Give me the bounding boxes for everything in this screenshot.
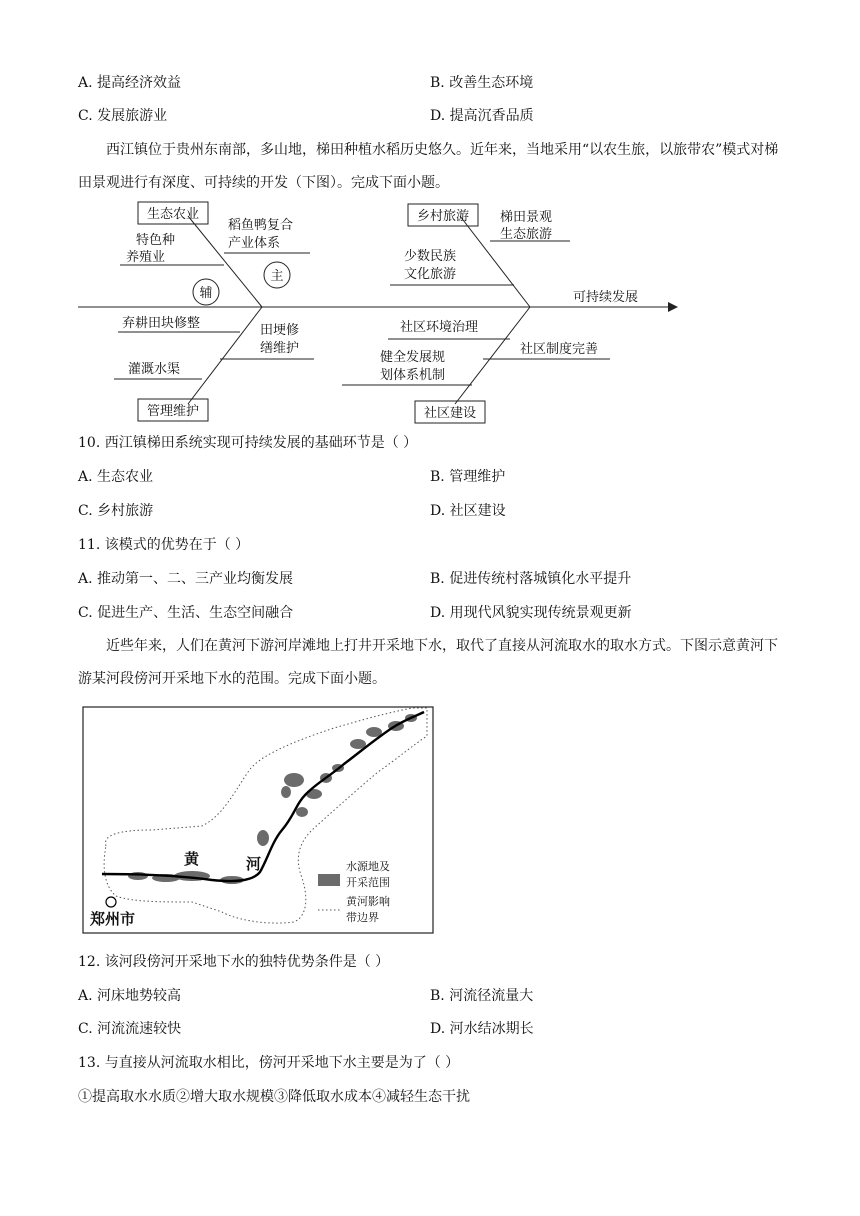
- rural-item-2-line2: 文化旅游: [404, 267, 457, 282]
- q12-option-b: B. 河流径流量大: [430, 988, 534, 1004]
- legend-water-line1: 水源地及: [346, 860, 390, 873]
- q13-items: ①提高取水水质②增大取水规模③降低取水成本④减轻生态干扰: [78, 1089, 470, 1105]
- q10-option-d: D. 社区建设: [430, 503, 506, 519]
- mgmt-item-1: 弃耕田块修整: [122, 316, 201, 331]
- q11-option-c: C. 促进生产、生活、生态空间融合: [78, 605, 294, 621]
- q10-stem: 10. 西江镇梯田系统实现可持续发展的基础环节是（ ）: [78, 435, 418, 451]
- q11-option-a: A. 推动第一、二、三产业均衡发展: [78, 571, 294, 587]
- q9-option-b: B. 改善生态环境: [430, 75, 534, 91]
- comm-item-2: 社区制度完善: [520, 342, 599, 357]
- box-rural-label: 乡村旅游: [416, 209, 470, 224]
- river-char-1: 黄: [184, 850, 200, 868]
- q12-stem: 12. 该河段傍河开采地下水的独特优势条件是（ ）: [78, 954, 390, 970]
- q11-option-d: D. 用现代风貌实现传统景观更新: [430, 605, 632, 621]
- mgmt-item-2: 灌溉水渠: [128, 362, 181, 377]
- fishbone-diagram: [70, 196, 690, 428]
- river-char-2: 河: [246, 855, 262, 873]
- box-eco-label: 生态农业: [146, 207, 200, 222]
- q10-option-b: B. 管理维护: [430, 469, 506, 485]
- q11-option-b: B. 促进传统村落城镇化水平提升: [430, 571, 632, 587]
- q13-stem: 13. 与直接从河流取水相比，傍河开采地下水主要是为了（ ）: [78, 1055, 460, 1071]
- q9-option-d: D. 提高沉香品质: [430, 108, 534, 124]
- q12-option-c: C. 河流流速较快: [78, 1021, 182, 1037]
- comm-item-3-line1: 健全发展规: [380, 350, 446, 365]
- city-label: 郑州市: [90, 910, 136, 928]
- passage-terraces: 西江镇位于贵州东南部，多山地，梯田种植水稻历史悠久。近年来，当地采用“以农生旅，以旅带农”模式对梯田景观进行有深度、可持续的开发（下图）。完成下面小题。: [78, 142, 779, 191]
- eco-item-1-line1: 特色种: [136, 233, 176, 248]
- q9-option-c: C. 发展旅游业: [78, 108, 168, 124]
- badge-main: 主: [270, 269, 284, 284]
- arrow-head: [668, 302, 678, 312]
- legend-border-line1: 黄河影响: [346, 895, 390, 908]
- mgmt-item-3-line2: 缮维护: [260, 341, 300, 356]
- comm-item-1: 社区环境治理: [400, 320, 479, 335]
- mgmt-item-3-line1: 田埂修: [260, 323, 300, 338]
- zhengzhou-marker: [106, 897, 116, 907]
- q12-option-a: A. 河床地势较高: [78, 988, 182, 1004]
- legend-border-line2: 带边界: [346, 911, 379, 924]
- rural-item-1-line1: 梯田景观: [500, 210, 553, 225]
- yellow-river-map: [82, 706, 434, 934]
- rural-item-2-line1: 少数民族: [404, 249, 457, 264]
- rural-item-1-line2: 生态旅游: [500, 227, 553, 242]
- badge-aux: 辅: [199, 286, 213, 301]
- q10-option-a: A. 生态农业: [78, 469, 154, 485]
- q11-stem: 11. 该模式的优势在于（ ）: [78, 537, 250, 553]
- legend-water-line2: 开采范围: [346, 876, 390, 889]
- eco-item-1-line2: 养殖业: [126, 250, 166, 265]
- comm-item-3-line2: 划体系机制: [380, 368, 446, 383]
- box-mgmt-label: 管理维护: [146, 404, 200, 419]
- arrow-label: 可持续发展: [573, 290, 639, 305]
- eco-item-2-line2: 产业体系: [228, 236, 281, 251]
- q10-option-c: C. 乡村旅游: [78, 503, 154, 519]
- eco-item-2-line1: 稻鱼鸭复合: [228, 218, 294, 233]
- q12-option-d: D. 河水结冰期长: [430, 1021, 534, 1037]
- box-community-label: 社区建设: [423, 406, 477, 421]
- legend-water-swatch: [318, 874, 340, 886]
- passage-yellow-river: 近些年来，人们在黄河下游河岸滩地上打井开采地下水，取代了直接从河流取水的取水方式。下图示意黄河下游某河段傍河开采地下水的范围。完成下面小题。: [78, 638, 778, 687]
- q9-option-a: A. 提高经济效益: [78, 75, 182, 91]
